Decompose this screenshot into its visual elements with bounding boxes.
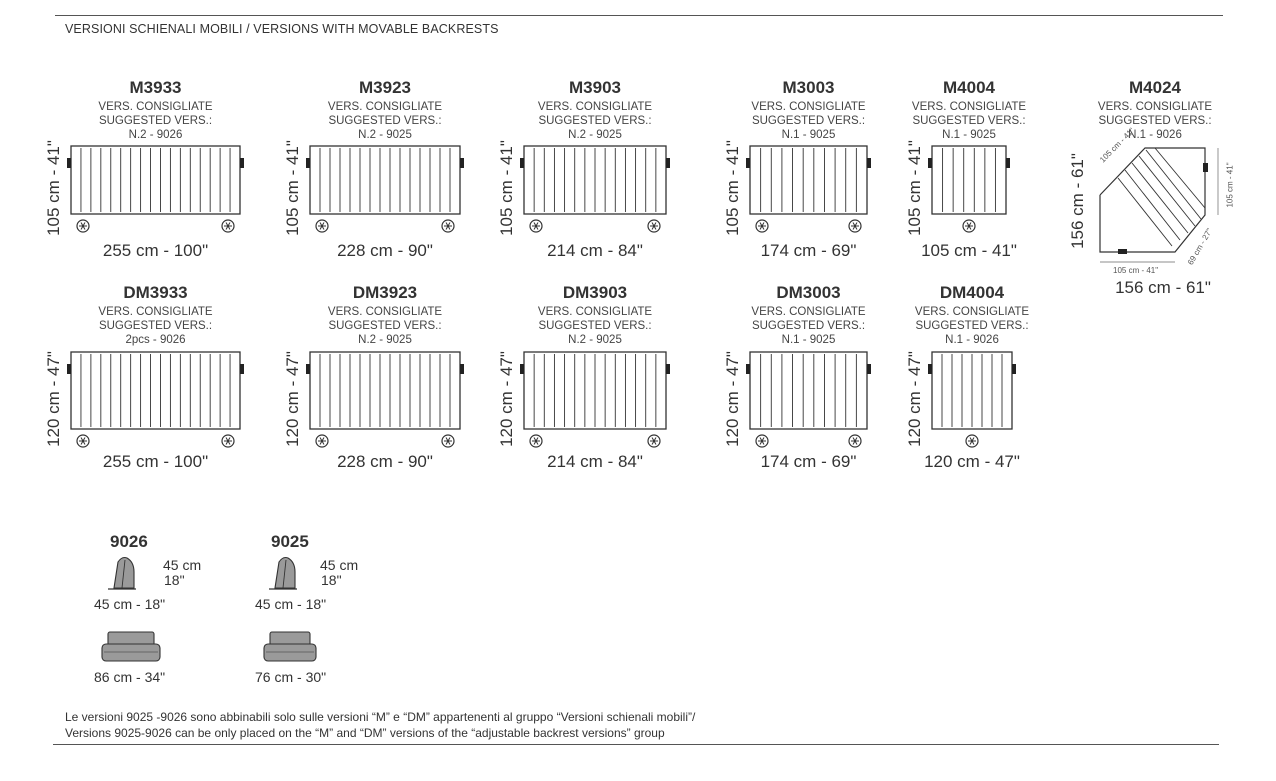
row1-vers-en-0: SUGGESTED VERS.: xyxy=(98,115,213,127)
row2-vers-en-4: SUGGESTED VERS.: xyxy=(915,320,1029,332)
row1-vers-en-3: SUGGESTED VERS.: xyxy=(751,115,866,127)
row1-suggested-2: N.2 - 9025 xyxy=(568,129,622,141)
row2-height-0: 120 cm - 47" xyxy=(44,350,63,447)
row2-vers-it-2: VERS. CONSIGLIATE xyxy=(537,306,653,318)
row1-suggested-3: N.1 - 9025 xyxy=(781,129,836,141)
corner-title: M4024 xyxy=(1129,78,1181,97)
row2-height-1: 120 cm - 47" xyxy=(283,350,302,447)
corner-width: 156 cm - 61" xyxy=(1115,278,1211,297)
row1-height-2: 105 cm - 41" xyxy=(497,140,516,236)
row2-vers-it-1: VERS. CONSIGLIATE xyxy=(327,306,443,318)
accessory-code-0: 9026 xyxy=(110,532,148,551)
row2-vers-it-3: VERS. CONSIGLIATE xyxy=(751,306,866,318)
footer-line-2: Versions 9025-9026 can be only placed on the “M” and “DM” versions of the “adjustable backrest versions” group xyxy=(65,726,665,740)
corner-diag-label: 105 cm - 41" xyxy=(1098,126,1137,165)
row2-suggested-3: N.1 - 9025 xyxy=(781,334,836,346)
row1-vers-it-3: VERS. CONSIGLIATE xyxy=(751,101,866,113)
row2-width-2: 214 cm - 84" xyxy=(547,452,643,471)
row2-title-0: DM3933 xyxy=(123,283,188,302)
row1-width-1: 228 cm - 90" xyxy=(337,241,433,260)
row1-title-2: M3903 xyxy=(569,78,621,97)
row1-vers-it-2: VERS. CONSIGLIATE xyxy=(537,101,653,113)
corner-vers-en: SUGGESTED VERS.: xyxy=(1098,115,1212,127)
row2-width-3: 174 cm - 69" xyxy=(760,452,857,471)
corner-vers-it: VERS. CONSIGLIATE xyxy=(1097,101,1213,113)
row2-title-2: DM3903 xyxy=(562,283,628,302)
bottom-rule xyxy=(53,744,1219,745)
accessory-height-in-1: 18" xyxy=(321,572,342,588)
row2-height-3: 120 cm - 47" xyxy=(723,350,742,447)
corner-bottom-label: 105 cm - 41" xyxy=(1113,266,1159,275)
corner-height: 156 cm - 61" xyxy=(1068,153,1087,249)
row2-height-4: 120 cm - 47" xyxy=(905,350,924,447)
corner-right-label: 105 cm - 41" xyxy=(1225,162,1235,208)
page-header: VERSIONI SCHIENALI MOBILI / VERSIONS WITH MOVABLE BACKRESTS xyxy=(65,22,499,36)
row1-width-4: 105 cm - 41" xyxy=(921,241,1017,260)
footer-line-1: Le versioni 9025 -9026 sono abbinabili solo sulle versioni “M” e “DM” appartenenti al gruppo “Versioni schienali mobili”/ xyxy=(65,710,696,724)
row1-suggested-1: N.2 - 9025 xyxy=(358,129,412,141)
row2-vers-en-1: SUGGESTED VERS.: xyxy=(328,320,442,332)
row1-vers-it-0: VERS. CONSIGLIATE xyxy=(98,101,213,113)
row2-vers-en-2: SUGGESTED VERS.: xyxy=(538,320,652,332)
row2-width-1: 228 cm - 90" xyxy=(337,452,433,471)
row1-vers-it-1: VERS. CONSIGLIATE xyxy=(327,101,443,113)
row1-height-0: 105 cm - 41" xyxy=(44,140,63,236)
row2-height-2: 120 cm - 47" xyxy=(497,350,516,447)
row2-vers-it-4: VERS. CONSIGLIATE xyxy=(914,306,1030,318)
accessory-seat-width-1: 76 cm - 30" xyxy=(255,669,327,685)
row1-vers-en-4: SUGGESTED VERS.: xyxy=(912,115,1026,127)
row1-height-1: 105 cm - 41" xyxy=(283,140,302,236)
row1-width-0: 255 cm - 100" xyxy=(102,241,209,260)
row1-suggested-4: N.1 - 9025 xyxy=(942,129,996,141)
accessory-seat-width-0: 86 cm - 34" xyxy=(94,669,166,685)
accessory-code-1: 9025 xyxy=(271,532,309,551)
row1-vers-en-2: SUGGESTED VERS.: xyxy=(538,115,652,127)
accessory-height-cm-0: 45 cm xyxy=(163,557,202,573)
accessory-back-width-0: 45 cm - 18" xyxy=(94,596,166,612)
row2-title-3: DM3003 xyxy=(776,283,841,302)
row2-title-4: DM4004 xyxy=(939,283,1005,302)
accessory-height-cm-1: 45 cm xyxy=(320,557,359,573)
row2-vers-it-0: VERS. CONSIGLIATE xyxy=(98,306,213,318)
footer-note xyxy=(65,709,695,741)
row1-height-4: 105 cm - 41" xyxy=(905,140,924,236)
row2-title-1: DM3923 xyxy=(352,283,418,302)
row1-title-3: M3003 xyxy=(782,78,835,97)
row2-suggested-0: 2pcs - 9026 xyxy=(125,334,186,346)
corner-suggested: N.1 - 9026 xyxy=(1128,129,1182,141)
row2-width-4: 120 cm - 47" xyxy=(924,452,1020,471)
row1-title-1: M3923 xyxy=(359,78,411,97)
row2-vers-en-0: SUGGESTED VERS.: xyxy=(98,320,213,332)
row1-width-3: 174 cm - 69" xyxy=(760,241,857,260)
row2-suggested-2: N.2 - 9025 xyxy=(568,334,622,346)
row2-suggested-1: N.2 - 9025 xyxy=(358,334,412,346)
row1-width-2: 214 cm - 84" xyxy=(547,241,643,260)
corner-short-label: 69 cm - 27" xyxy=(1186,226,1215,267)
accessory-back-width-1: 45 cm - 18" xyxy=(255,596,327,612)
row1-title-0: M3933 xyxy=(129,78,182,97)
row1-vers-en-1: SUGGESTED VERS.: xyxy=(328,115,442,127)
row1-height-3: 105 cm - 41" xyxy=(723,140,742,236)
row2-width-0: 255 cm - 100" xyxy=(102,452,209,471)
accessory-height-in-0: 18" xyxy=(164,572,185,588)
row2-suggested-4: N.1 - 9026 xyxy=(945,334,999,346)
row1-suggested-0: N.2 - 9026 xyxy=(128,129,183,141)
row1-vers-it-4: VERS. CONSIGLIATE xyxy=(911,101,1027,113)
row1-title-4: M4004 xyxy=(943,78,995,97)
row2-vers-en-3: SUGGESTED VERS.: xyxy=(751,320,866,332)
